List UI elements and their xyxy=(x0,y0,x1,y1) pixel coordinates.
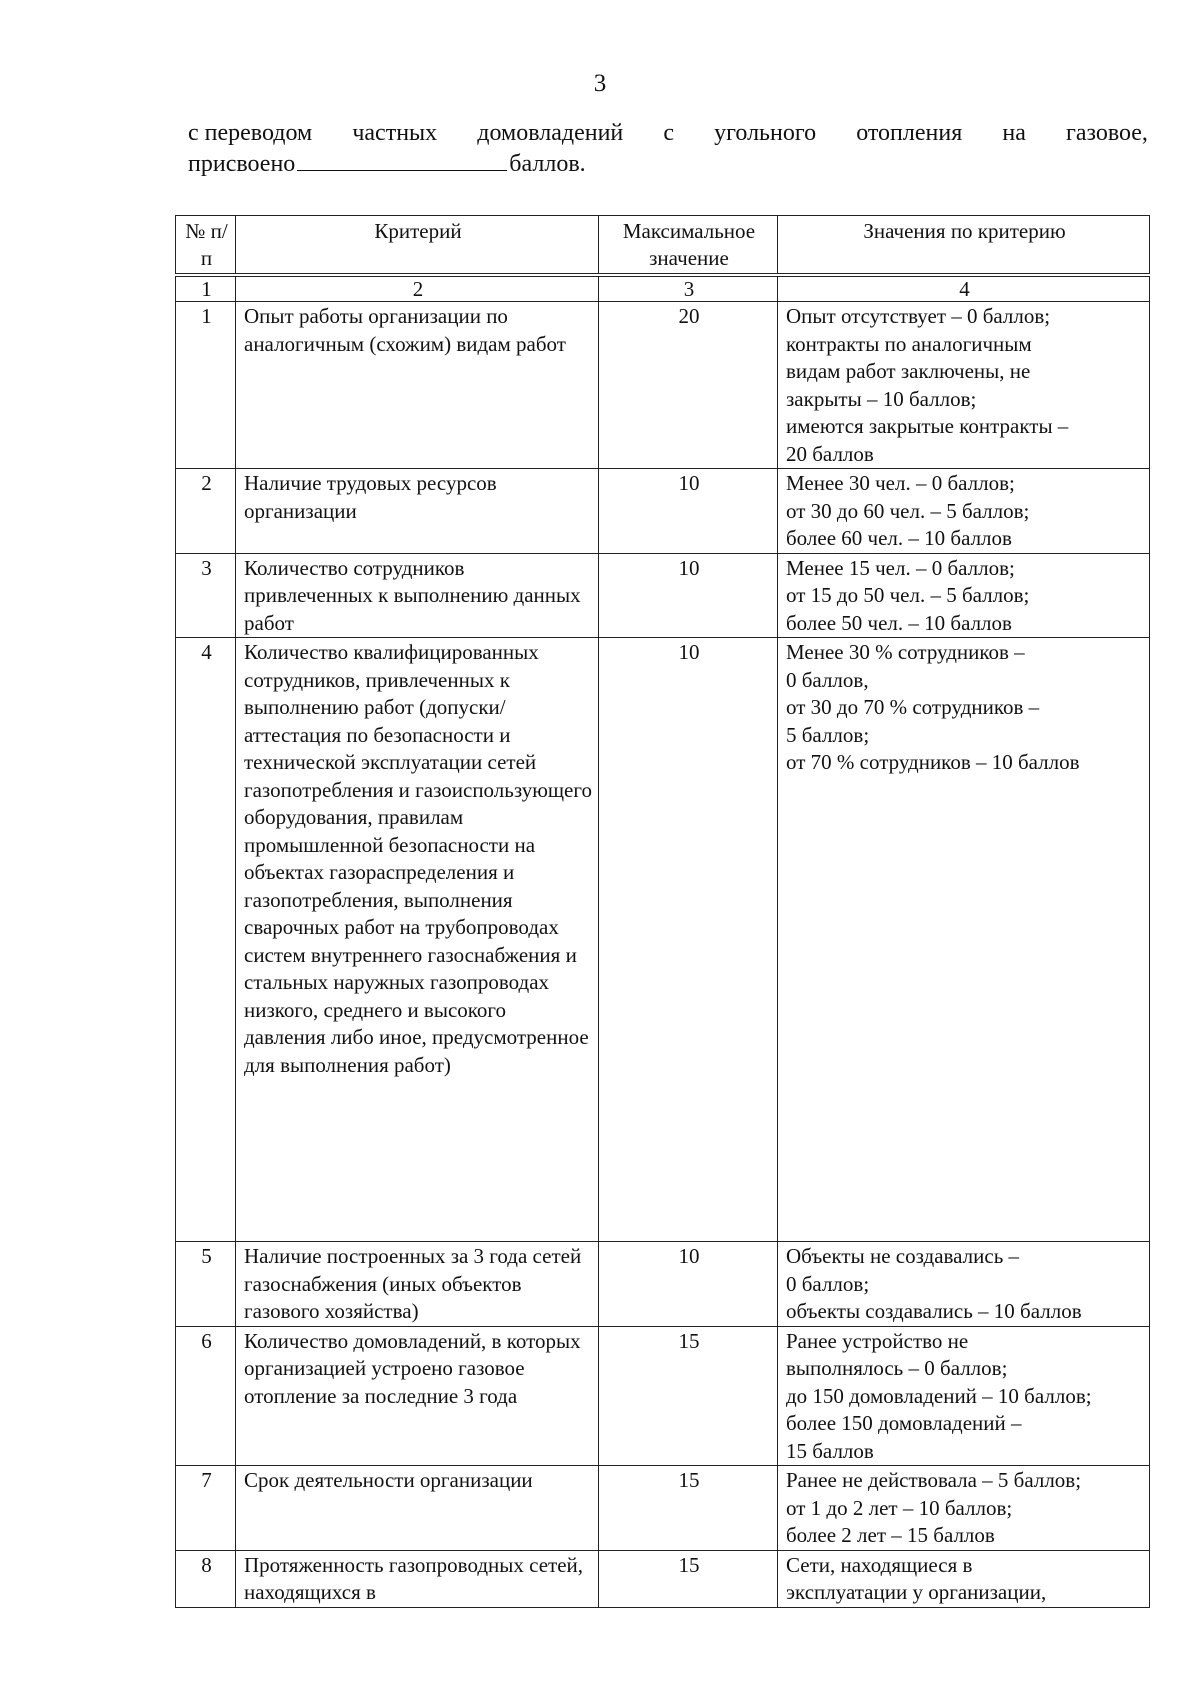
value-line: до 150 домовладений – 10 баллов; xyxy=(786,1383,1092,1408)
row-values xyxy=(778,469,1150,554)
intro-word: домовладений xyxy=(477,120,624,146)
table-row xyxy=(176,1242,1150,1327)
intro-word: отопления xyxy=(856,120,963,146)
value-line: от 70 % сотрудников – 10 баллов xyxy=(786,750,1080,774)
value-line: Объекты не создавались – xyxy=(786,1244,1020,1268)
value-line: эксплуатации у организации, xyxy=(786,1580,1047,1604)
row-values xyxy=(778,302,1150,469)
column-number-row xyxy=(176,275,1150,302)
value-line: 15 баллов xyxy=(786,1438,874,1463)
table-row xyxy=(176,638,1150,1242)
intro-word: на xyxy=(1002,120,1026,146)
value-line: видам работ заключены, не xyxy=(786,359,1031,383)
row-criterion: Наличие построенных за 3 года сетей газоснабжения (иных объектов газового хозяйства) xyxy=(236,1242,599,1327)
header-values: Значения по критерию xyxy=(778,216,1150,276)
row-criterion: Количество домовладений, в которых организацией устроено газовое отопление за последние 3 года xyxy=(236,1326,599,1466)
intro-assigned-text: присвоено xyxy=(188,151,296,177)
table-row xyxy=(176,302,1150,469)
row-number: 3 xyxy=(176,553,236,638)
value-line: Менее 15 чел. – 0 баллов; xyxy=(786,555,1015,580)
row-number: 5 xyxy=(176,1242,236,1327)
row-criterion: Опыт работы организации по аналогичным (схожим) видам работ xyxy=(236,302,599,469)
intro-line-2 xyxy=(188,149,1148,180)
value-line: закрыты – 10 баллов; xyxy=(786,386,977,411)
intro-points-text: баллов. xyxy=(509,151,586,177)
header-num: № п/п xyxy=(176,216,236,276)
value-line: более 50 чел. – 10 баллов xyxy=(786,610,1012,635)
row-max-value: 10 xyxy=(599,1242,778,1327)
value-line: более 60 чел. – 10 баллов xyxy=(786,526,1012,550)
value-line: Ранее не действовала – 5 баллов; xyxy=(786,1468,1082,1492)
row-criterion: Протяженность газопроводных сетей, находящихся в xyxy=(236,1550,599,1607)
row-number: 1 xyxy=(176,302,236,469)
row-number: 2 xyxy=(176,469,236,554)
row-max-value: 10 xyxy=(599,469,778,554)
value-line: объекты создавались – 10 баллов xyxy=(786,1299,1082,1323)
table-row xyxy=(176,1326,1150,1466)
row-max-value: 20 xyxy=(599,302,778,469)
row-criterion: Количество сотрудников привлеченных к выполнению данных работ xyxy=(236,553,599,638)
value-line: Менее 30 чел. – 0 баллов; xyxy=(786,471,1015,495)
row-number: 6 xyxy=(176,1326,236,1466)
table-row xyxy=(176,1550,1150,1607)
value-line: от 30 до 60 чел. – 5 баллов; xyxy=(786,498,1030,523)
row-values xyxy=(778,553,1150,638)
table-row xyxy=(176,1466,1150,1551)
value-line: от 1 до 2 лет – 10 баллов; xyxy=(786,1495,1013,1520)
intro-line-1 xyxy=(188,118,1148,149)
header-criterion: Критерий xyxy=(236,216,599,276)
column-number: 2 xyxy=(236,275,599,302)
row-criterion: Наличие трудовых ресурсов организации xyxy=(236,469,599,554)
row-values xyxy=(778,1466,1150,1551)
value-line: Сети, находящиеся в xyxy=(786,1552,973,1577)
column-number: 4 xyxy=(778,275,1150,302)
value-line: более 150 домовладений – xyxy=(786,1411,1022,1435)
column-number: 1 xyxy=(176,275,236,302)
value-line: Менее 30 % сотрудников – xyxy=(786,640,1025,664)
table-row xyxy=(176,469,1150,554)
intro-paragraph xyxy=(188,118,1148,180)
row-values xyxy=(778,1550,1150,1607)
row-number: 8 xyxy=(176,1550,236,1607)
column-number: 3 xyxy=(599,275,778,302)
row-max-value: 15 xyxy=(599,1326,778,1466)
row-values xyxy=(778,638,1150,1242)
criteria-table xyxy=(175,215,1150,1608)
value-line: от 30 до 70 % сотрудников – xyxy=(786,695,1040,719)
intro-word: частных xyxy=(352,120,438,146)
value-line: контракты по аналогичным xyxy=(786,331,1032,356)
table-header-row xyxy=(176,216,1150,276)
value-line: 5 баллов; xyxy=(786,722,870,747)
header-max-value: Максимальное значение xyxy=(599,216,778,276)
row-criterion: Срок деятельности организации xyxy=(236,1466,599,1551)
row-max-value: 10 xyxy=(599,553,778,638)
page-number: 3 xyxy=(593,70,607,97)
intro-word: с переводом xyxy=(188,120,313,146)
row-max-value: 15 xyxy=(599,1550,778,1607)
intro-word: газовое, xyxy=(1065,120,1148,146)
intro-word: угольного xyxy=(714,120,817,146)
value-line: имеются закрытые контракты – xyxy=(786,414,1069,438)
table-row xyxy=(176,553,1150,638)
value-line: от 15 до 50 чел. – 5 баллов; xyxy=(786,583,1030,607)
value-line: Ранее устройство не xyxy=(786,1328,969,1353)
intro-word: с xyxy=(663,120,675,146)
value-line: выполнялось – 0 баллов; xyxy=(786,1356,1008,1380)
row-max-value: 15 xyxy=(599,1466,778,1551)
row-criterion: Количество квалифицированных сотрудников, привлеченных к выполнению работ (допуски/аттестация по безопасности и технической эксплуатации сетей газопотребления и газоиспользующего оборудования, правилам промышленной безопасности на объектах газораспределения и газопотребления, выполнения сварочных работ на трубопроводах систем внутреннего газоснабжения и стальных наружных газопроводах низкого, среднего и высокого давления либо иное, предусмотренное для выполнения работ) xyxy=(236,638,599,1242)
row-values xyxy=(778,1326,1150,1466)
row-max-value: 10 xyxy=(599,638,778,1242)
value-line: 0 баллов, xyxy=(786,667,869,692)
value-line: более 2 лет – 15 баллов xyxy=(786,1523,995,1547)
score-blank-field[interactable] xyxy=(297,150,507,171)
row-values xyxy=(778,1242,1150,1327)
value-line: 20 баллов xyxy=(786,441,874,466)
value-line: Опыт отсутствует – 0 баллов; xyxy=(786,304,1051,328)
value-line: 0 баллов; xyxy=(786,1271,870,1296)
row-number: 4 xyxy=(176,638,236,1242)
row-number: 7 xyxy=(176,1466,236,1551)
